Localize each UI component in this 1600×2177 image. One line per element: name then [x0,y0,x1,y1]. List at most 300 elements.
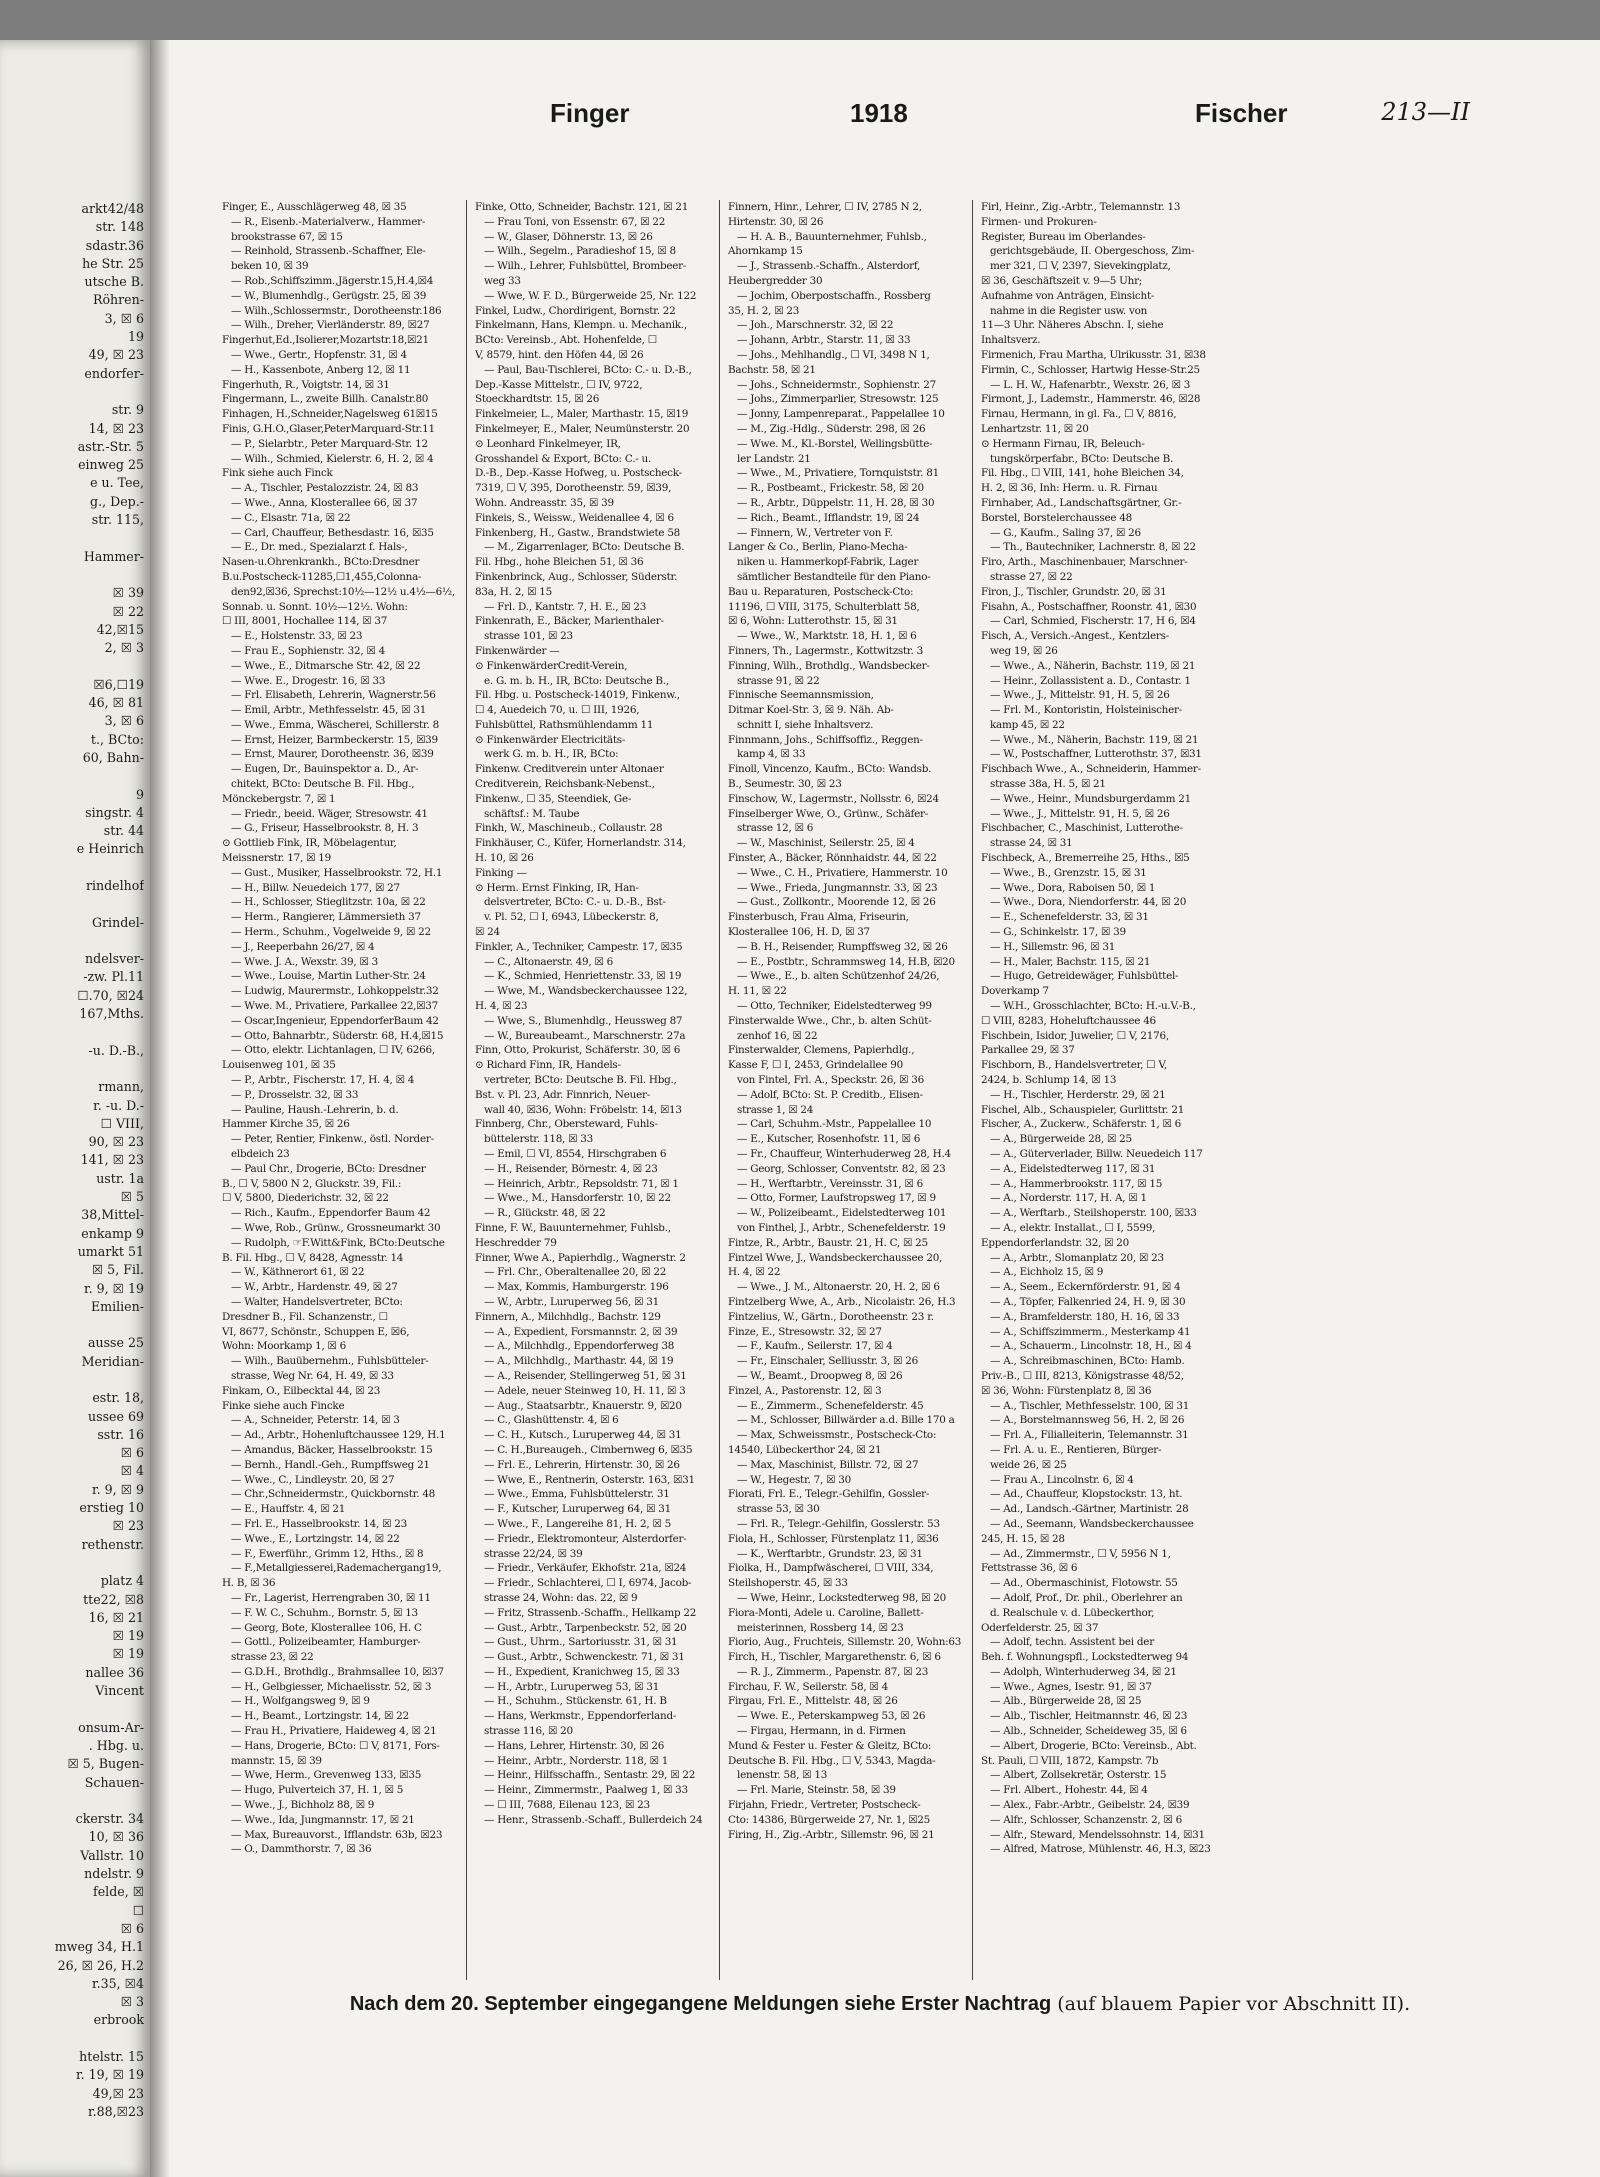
directory-entry: — Otto, elektr. Lichtanlagen, ☐ IV, 6266, [231,1044,435,1057]
directory-entry: — Rudolph, ☞F.Witt&Fink, BCto:Deutsche [231,1236,445,1249]
directory-entry: V, 8579, hint. den Höfen 44, ☒ 26 [475,348,644,361]
directory-entry: — Firgau, Hermann, in d. Firmen [737,1725,906,1738]
directory-entry: werk G. m. b. H., IR, BCto: [484,748,619,761]
directory-entry: — M., Zigarrenlager, BCto: Deutsche B. [484,541,685,554]
directory-entry: Fil. Hbg., ☐ VIII, 141, hohe Bleichen 34, [981,467,1184,480]
directory-entry: — A., Werftarb., Steilshoperstr. 100, ☒33 [990,1207,1197,1220]
previous-page-line: arkt42/48 [81,201,144,216]
directory-entry: — Wwe., B., Grenzstr. 15, ☒ 31 [990,866,1147,879]
previous-page-line: ☒ 22 [112,603,144,619]
directory-entry: — Frl. M., Kontoristin, Holsteinischer- [990,704,1182,717]
directory-entry: Fil. Hbg., hohe Bleichen 51, ☒ 36 [475,556,644,569]
directory-entry: — Wwe., J., Bichholz 88, ☒ 9 [231,1799,375,1812]
directory-entry: Fischer, A., Zuckerw., Schäferstr. 1, ☒ 6 [981,1118,1181,1131]
directory-entry: — Ernst, Heizer, Barmbeckerstr. 15, ☒39 [231,733,438,746]
directory-entry: Fintzel Wwe, J., Wandsbeckerchaussee 20, [728,1251,943,1264]
directory-entry: — Adolf, Prof., Dr. phil., Oberlehrer an [990,1591,1183,1604]
directory-entry: — A., Milchhdlg., Eppendorferweg 38 [484,1340,675,1353]
directory-entry: Inhaltsverz. [981,334,1041,347]
directory-entry: BCto: Vereinsb., Abt. Hohenfelde, ☐ [475,334,657,347]
directory-entry: — G., Schinkelstr. 17, ☒ 39 [990,926,1126,939]
directory-entry: Firmen- und Prokuren- [981,215,1097,228]
directory-entry: — Adolph, Winterhuderweg 34, ☒ 21 [990,1665,1177,1678]
directory-entry: Finners, Th., Lagermstr., Kottwitzstr. 3 [728,644,923,657]
directory-entry: — Wilh., Bauübernehm., Fuhlsbütteler- [231,1355,429,1368]
previous-page-line: rethenstr. [81,1536,144,1552]
previous-page-line: htelstr. 15 [79,2048,144,2064]
previous-page-line: singstr. 4 [85,804,144,820]
header-last-name: Fischer [1195,98,1288,128]
directory-entry: Wohn: Moorkamp 1, ☒ 6 [222,1340,347,1353]
directory-entry: Finkh, W., Maschineub., Collaustr. 28 [475,822,663,835]
directory-entry: Finkenw. Creditverein unter Altonaer [475,763,664,776]
directory-entry: Mönckebergstr. 7, ☒ 1 [222,792,336,805]
directory-entry: — Gust., Musiker, Hasselbrookstr. 72, H.1 [231,866,443,879]
directory-entry: — P., Sielarbtr., Peter Marquard-Str. 12 [231,437,428,450]
directory-entry: Bachstr. 58, ☒ 21 [728,363,816,376]
directory-entry: — Pauline, Haush.-Lehrerin, b. d. [231,1103,399,1116]
previous-page-line: 141, ☒ 23 [80,1152,144,1168]
directory-entry: — Wilh., Dreher, Vierländerstr. 89, ☒27 [231,319,430,332]
column-3 [728,200,973,1980]
directory-entry: — B. H., Reisender, Rumpffsweg 32, ☒ 26 [737,940,948,953]
previous-page-line: enkamp 9 [81,1225,144,1241]
previous-page-line: ckerstr. 34 [75,1811,144,1827]
previous-page-line: e u. Tee, [90,475,144,491]
directory-entry: Firch, H., Tischler, Margarethenstr. 6, ☒ 6 [728,1651,941,1664]
directory-entry: — Wwe, M., Wandsbeckerchaussee 122, [484,985,688,998]
directory-entry: — Henr., Strassenb.-Schaff., Bullerdeich 24 [484,1813,703,1826]
directory-entry: — Wwe., Emma, Fuhlsbüttelerstr. 31 [484,1488,670,1501]
previous-page-line [0,529,144,547]
directory-entry: — Wwe., Heinr., Mundsburgerdamm 21 [990,792,1191,805]
directory-entry: — Hans, Lehrer, Hirtenstr. 30, ☒ 26 [484,1739,665,1752]
directory-entry: — W.H., Grosschlachter, BCto: H.-u.V.-B., [990,1000,1196,1013]
directory-entry: — G., Friseur, Hasselbrookstr. 8, H. 3 [231,822,419,835]
directory-entry: Fintzelius, W., Gärtn., Dorotheenstr. 23 r. [728,1310,934,1323]
previous-page-line: Hammer- [83,548,144,564]
previous-page-line: Grindel- [91,914,144,930]
directory-entry: ler Landstr. 21 [737,452,811,465]
directory-entry: Fiola, H., Schlosser, Fürstenplatz 11, ☒36 [728,1532,939,1545]
directory-entry: — H., Sillemstr. 96, ☒ 31 [990,940,1116,953]
directory-entry: — H., Maler, Bachstr. 115, ☒ 21 [990,955,1151,968]
directory-entry: delsvertreter, BCto: C.- u. D.-B., Bst- [484,896,666,909]
directory-entry: strasse, Weg Nr. 64, H. 49, ☒ 33 [231,1369,394,1382]
directory-entry: — Frl. R., Telegr.-Gehilfin, Gosslerstr. 53 [737,1517,940,1530]
previous-page-line: str. 44 [103,823,144,839]
directory-entry: H. 11, ☒ 22 [728,985,787,998]
directory-entry: ☐ V, 5800, Diederichstr. 32, ☒ 22 [222,1192,389,1205]
previous-page-line: Schauen- [84,1774,144,1790]
directory-entry: Finkenrath, E., Bäcker, Marienthaler- [475,615,664,628]
directory-entry: — Wwe., E., b. alten Schützenhof 24/26, [737,970,940,983]
directory-entry: ☒ 24 [475,926,500,939]
directory-entry: Bau u. Reparaturen, Postscheck-Cto: [728,585,914,598]
directory-entry: — A., Borstelmannsweg 56, H. 2, ☒ 26 [990,1414,1185,1427]
directory-entry: H. 4, ☒ 22 [728,1266,781,1279]
directory-entry: Dep.-Kasse Mittelstr., ☐ IV, 9722, [475,378,643,391]
directory-entry: Finkhäuser, C., Küfer, Hornerlandstr. 314, [475,837,686,850]
running-header [210,98,1470,144]
directory-entry: — Heinr., Zimmermstr., Paalweg 1, ☒ 33 [484,1784,688,1797]
previous-page-line [0,932,144,950]
directory-entry: — W., Käthnerort 61, ☒ 22 [231,1266,365,1279]
directory-entry: Finnberg, Chr., Obersteward, Fuhls- [475,1118,658,1131]
column-2 [475,200,720,1980]
directory-entry: — Wwe., J., Mittelstr. 91, H. 5, ☒ 26 [990,807,1170,820]
directory-entry: Firon, J., Tischler, Grundstr. 20, ☒ 31 [981,585,1167,598]
directory-entry: — P., Drosselstr. 32, ☒ 33 [231,1088,359,1101]
directory-entry: — H., Werftarbtr., Vereinsstr. 31, ☒ 6 [737,1177,924,1190]
directory-entry: — W., Arbtr., Hardenstr. 49, ☒ 27 [231,1281,398,1294]
directory-entry: — H., Billw. Neuedeich 177, ☒ 27 [231,881,400,894]
directory-entry: — Albert, Drogerie, BCto: Vereinsb., Abt. [990,1739,1197,1752]
directory-entry: — W., Hegestr. 7, ☒ 30 [737,1473,851,1486]
previous-page-line: 16, ☒ 21 [88,1609,144,1625]
directory-entry: — K., Schmied, Henriettenstr. 33, ☒ 19 [484,970,682,983]
previous-page-line: 3, ☒ 6 [104,310,144,326]
previous-page-line: utsche B. [84,274,144,290]
directory-entry: brookstrasse 67, ☒ 15 [231,230,343,243]
previous-page-line: r.35, ☒4 [92,1975,144,1991]
directory-entry: Finne, F. W., Bauunternehmer, Fuhlsb., [475,1221,671,1234]
directory-entry: Fischel, Alb., Schauspieler, Gurlittstr. 21 [981,1103,1185,1116]
directory-entry: — Carl, Chauffeur, Bethesdastr. 16, ☒35 [231,526,434,539]
directory-entry: — R., Glückstr. 48, ☒ 22 [484,1207,606,1220]
directory-entry: strasse 53, ☒ 30 [737,1503,820,1516]
directory-entry: sämtlicher Bestandteile für den Piano- [737,570,931,583]
directory-entry: Parkallee 29, ☒ 37 [981,1044,1075,1057]
directory-entry: Klosterallee 106, H. D, ☒ 37 [728,926,870,939]
directory-entry: — Adolf, techn. Assistent bei der [990,1636,1154,1649]
directory-entry: — A., Expedient, Forsmannstr. 2, ☒ 39 [484,1325,678,1338]
directory-entry: Creditverein, Reichsbank-Nebenst., [475,778,655,791]
directory-entry: — A., Schreibmaschinen, BCto: Hamb. [990,1355,1185,1368]
directory-entry: — Paul, Bau-Tischlerei, BCto: C.- u. D.-B., [484,363,692,376]
directory-entry: Finnern, Hinr., Lehrer, ☐ IV, 2785 N 2, [728,201,922,213]
directory-entry: Finselberger Wwe, O., Grünw., Schäfer- [728,807,929,820]
directory-entry: ⊙ Finkenwärder Electricitäts- [475,733,626,746]
directory-entry: Finkelmeier, L., Maler, Marthastr. 15, ☒19 [475,408,689,421]
directory-entry: — Wwe., W., Marktstr. 18, H. 1, ☒ 6 [737,630,917,643]
directory-entry: — H., Gelbgiesser, Michaelisstr. 52, ☒ 3 [231,1680,432,1693]
directory-entry: Firchau, F. W., Seilerstr. 58, ☒ 4 [728,1680,888,1693]
directory-entry: — W., Polizeibeamt., Eidelstedterweg 101 [737,1207,947,1220]
directory-entry: — H., Arbtr., Luruperweg 53, ☒ 31 [484,1680,660,1693]
directory-entry: — Wwe. E., Peterskampweg 53, ☒ 26 [737,1710,926,1723]
directory-entry: — Georg, Schlosser, Conventstr. 82, ☒ 23 [737,1162,946,1175]
directory-entry: — Friedr., beeid. Wäger, Stresowstr. 41 [231,807,428,820]
directory-entry: Ditmar Koel-Str. 3, ☒ 9. Näh. Ab- [728,704,894,717]
directory-entry: nahme in die Register usw. von [990,304,1148,317]
footer-note-bold: Nach dem 20. September eingegangene Meldungen siehe Erster Nachtrag [349,1993,1052,2015]
directory-entry: — E., Postbtr., Schrammsweg 14, H.B, ☒20 [737,955,955,968]
directory-entry: — Johs., Zimmerparlier, Stresowstr. 125 [737,393,939,406]
directory-entry: — Joh., Marschnerstr. 32, ☒ 22 [737,319,894,332]
directory-entry: — P., Arbtr., Fischerstr. 17, H. 4, ☒ 4 [231,1074,415,1087]
directory-entry: — Wwe, Herm., Grevenweg 133, ☒35 [231,1769,422,1782]
previous-page-line: rmann, [98,1079,144,1095]
directory-entry: Finkenw., ☐ 35, Steendiek, Ge- [475,792,632,805]
footer-note [290,1993,1470,2016]
directory-entry: — G., Kaufm., Saling 37, ☒ 26 [990,526,1141,539]
directory-entry: — Albert, Zollsekretär, Osterstr. 15 [990,1769,1167,1782]
directory-entry: Heschredder 79 [475,1236,557,1249]
directory-entry: strasse 38a, H. 5, ☒ 21 [990,778,1106,791]
directory-entry: büttelerstr. 118, ☒ 33 [484,1133,593,1146]
directory-entry: — Paul Chr., Drogerie, BCto: Dresdner [231,1162,426,1175]
directory-entry: — A., Reisender, Stellingerweg 51, ☒ 31 [484,1369,687,1382]
directory-entry: Beh. f. Wohnungspfl., Lockstedterweg 94 [981,1651,1189,1664]
previous-page-line [0,1371,144,1389]
directory-entry: — C., Elsastr. 71a, ☒ 22 [231,511,351,524]
previous-page-line: ussee 69 [88,1408,144,1424]
directory-entry: Finkeis, S., Weissw., Weidenallee 4, ☒ 6 [475,511,674,524]
directory-entry: Finkelmann, Hans, Klempn. u. Mechanik., [475,319,687,332]
directory-entry: Finnische Seemannsmission, [728,689,874,702]
directory-entry: — K., Werftarbtr., Grundstr. 23, ☒ 31 [737,1547,923,1560]
directory-entry: Borstel, Borstelerchaussee 48 [981,511,1133,524]
directory-entry: — L. H. W., Hafenarbtr., Wexstr. 26, ☒ 3 [990,378,1191,391]
directory-entry: — Alfred, Matrose, Mühlenstr. 46, H.3, ☒23 [990,1843,1211,1856]
previous-page-line: endorfer- [84,365,144,381]
directory-entry: — O., Dammthorstr. 7, ☒ 36 [231,1843,372,1856]
directory-entry: Firnau, Hermann, in gl. Fa., ☐ V, 8816, [981,408,1177,421]
previous-page-line [0,859,144,877]
previous-page-line [0,767,144,785]
directory-entry: — Alb., Schneider, Scheideweg 35, ☒ 6 [990,1725,1187,1738]
directory-entry: Bst. v. Pl. 23, Adr. Finnrich, Neuer- [475,1088,650,1101]
directory-entry: wall 40, ☒36, Wohn: Fröbelstr. 14, ☒13 [484,1103,682,1116]
directory-entry: — Alfr., Steward, Mendelssohnstr. 14, ☒31 [990,1828,1205,1841]
directory-entry: — Ad., Obermaschinist, Flotowstr. 55 [990,1577,1178,1590]
directory-entry: — H., Expedient, Kranichweg 15, ☒ 33 [484,1665,680,1678]
directory-entry: — Carl, Schmied, Fischerstr. 17, H 6, ☒4 [990,615,1196,628]
previous-page-line: r. -u. D.- [93,1097,144,1113]
directory-entry: — Wwe, Heinr., Lockstedterweg 98, ☒ 20 [737,1591,947,1604]
previous-page-line [0,566,144,584]
directory-entry: — H. A. B., Bauunternehmer, Fuhlsb., [737,230,927,243]
directory-entry: Fuhlsbüttel, Rathsmühlendamm 11 [475,718,654,731]
previous-page-text [0,200,144,2121]
previous-page-line: 49,☒ 23 [92,2085,144,2101]
directory-entry: — Johs., Mehlhandlg., ☐ VI, 3498 N 1, [737,348,930,361]
directory-entry: ⊙ Gottlieb Fink, IR, Möbelagentur, [222,837,397,850]
directory-entry: — J., Reeperbahn 26/27, ☒ 4 [231,940,375,953]
directory-entry: — Otto, Former, Laufstropsweg 17, ☒ 9 [737,1192,936,1205]
directory-entry: — Frau A., Lincolnstr. 6, ☒ 4 [990,1473,1134,1486]
previous-page-line [0,1792,144,1810]
directory-entry: — H., Beamt., Lortzingstr. 14, ☒ 22 [231,1710,409,1723]
directory-entry: — Wwe., M., Näherin, Bachstr. 119, ☒ 21 [990,733,1199,746]
directory-entry: B., Seumestr. 30, ☒ 23 [728,778,842,791]
previous-page-line: umarkt 51 [77,1243,144,1259]
directory-entry: — Max, Maschinist, Billstr. 72, ☒ 27 [737,1458,919,1471]
directory-entry: Finnmann, Johs., Schiffsoffiz., Reggen- [728,733,923,746]
directory-entry: VI, 8677, Schönstr., Schuppen E, ☒6, [222,1325,410,1338]
directory-entry: strasse 1, ☒ 24 [737,1103,814,1116]
directory-entry: — Ad., Zimmermstr., ☐ V, 5956 N 1, [990,1547,1171,1560]
directory-entry: — Frl. Albert., Hohestr. 44, ☒ 4 [990,1784,1148,1797]
directory-entry: — Ad., Chauffeur, Klopstockstr. 13, ht. [990,1488,1183,1501]
directory-entry: — Wwe, W. F. D., Bürgerweide 25, Nr. 122 [484,289,697,302]
previous-page-line: ndelsver- [85,951,144,967]
directory-entry: — A., Milchhdlg., Marthastr. 44, ☒ 19 [484,1355,674,1368]
previous-page-line: onsum-Ar- [78,1719,144,1735]
directory-entry: — A., Eichholz 15, ☒ 9 [990,1266,1104,1279]
directory-entry: — Ad., Seemann, Wandsbeckerchaussee [990,1517,1194,1530]
directory-entry: — C., Glashüttenstr. 4, ☒ 6 [484,1414,619,1427]
directory-entry: Lenhartzstr. 11, ☒ 20 [981,422,1089,435]
directory-entry: — Wwe, S., Blumenhdlg., Heussweg 87 [484,1014,683,1027]
directory-entry: gerichtsgebäude, II. Obergeschoss, Zim- [990,245,1195,258]
directory-entry: — Gust., Zollkontr., Moorende 12, ☒ 26 [737,896,936,909]
directory-entry: Fischbeck, A., Bremerreihe 25, Hths., ☒5 [981,852,1190,865]
previous-page-line: 42,☒15 [96,621,144,637]
directory-entry: Steilshoperstr. 45, ☒ 33 [728,1577,848,1590]
directory-entry: — Wwe., C. H., Privatiere, Hammerstr. 10 [737,866,948,879]
directory-entry: — M., Zig.-Hdlg., Süderstr. 298, ☒ 26 [737,422,926,435]
directory-entry: Firnhaber, Ad., Landschaftsgärtner, Gr.- [981,496,1182,509]
directory-entry: Louisenweg 101, ☒ 35 [222,1059,336,1072]
directory-entry: ☐ 4, Auedeich 70, u. ☐ III, 1926, [475,704,640,717]
directory-entry: — Heinr., Arbtr., Norderstr. 118, ☒ 1 [484,1754,669,1767]
directory-entry: 2424, b. Schlump 14, ☒ 13 [981,1074,1117,1087]
directory-entry: strasse 101, ☒ 23 [484,630,573,643]
previous-page-line: 38,Mittel- [81,1207,144,1223]
directory-entry: — E., Hauffstr. 4, ☒ 21 [231,1503,346,1516]
directory-entry: — Hans, Drogerie, BCto: ☐ V, 8171, Fors- [231,1739,440,1752]
previous-page-line: . Hbg. u. [88,1737,144,1753]
directory-entry: Firmont, J., Lademstr., Hammerstr. 46, ☒28 [981,393,1201,406]
directory-entry: Heubergredder 30 [728,274,823,287]
directory-entry: Langer & Co., Berlin, Piano-Mecha- [728,541,908,554]
directory-entry: Finner, Wwe A., Papierhdlg., Wagnerstr. 2 [475,1251,686,1264]
previous-page-line [0,383,144,401]
previous-page-line: r. 19, ☒ 19 [76,2067,144,2083]
previous-page-line: he Str. 25 [82,255,144,271]
previous-page-line [0,1700,144,1718]
previous-page-line: 19 [127,329,144,345]
previous-page-line: ☒ 4 [120,1463,144,1479]
directory-entry: den92,☒36, Sprechst:10½—12½ u.4½—6½, [231,585,455,598]
directory-entry: ☐ III, 8001, Hochallee 114, ☒ 37 [222,615,388,628]
directory-entry: Fettstrasse 36, ☒ 6 [981,1562,1078,1575]
directory-entry: — Frl. Elisabeth, Lehrerin, Wagnerstr.56 [231,689,436,702]
directory-entry: Firl, Heinr., Zig.-Arbtr., Telemannstr. 13 [981,201,1181,213]
directory-entry: Firing, H., Zig.-Arbtr., Sillemstr. 96, ☒ 21 [728,1828,935,1841]
directory-entry: — Johs., Schneidermstr., Sophienstr. 27 [737,378,936,391]
directory-entry: — Wwe, Rob., Grünw., Grossneumarkt 30 [231,1221,441,1234]
directory-entry: — A., Bürgerweide 28, ☒ 25 [990,1133,1132,1146]
directory-entry: — H., Tischler, Herderstr. 29, ☒ 21 [990,1088,1166,1101]
directory-entry: — Frl. Chr., Oberaltenallee 20, ☒ 22 [484,1266,667,1279]
previous-page-line: einweg 25 [78,457,144,473]
directory-entry: H. 10, ☒ 26 [475,852,534,865]
directory-entry: — E., Kutscher, Rosenhofstr. 11, ☒ 6 [737,1133,921,1146]
directory-entry: — Wwe., M., Hansdorferstr. 10, ☒ 22 [484,1192,671,1205]
directory-entry: — ☐ III, 7688, Eilenau 123, ☒ 23 [484,1799,650,1812]
previous-page-line: t., BCto: [90,731,144,747]
directory-entry: Finsterwalde Wwe., Chr., b. alten Schüt- [728,1014,932,1027]
directory-entry: — Heinr., Hilfsschaffn., Sentastr. 29, ☒ 22 [484,1769,696,1782]
directory-entry: Mund & Fester u. Fester & Gleitz, BCto: [728,1739,932,1752]
previous-page-line: sstr. 16 [97,1426,144,1442]
directory-entry: Stoeckhardtstr. 15, ☒ 26 [475,393,600,406]
directory-entry: ⊙ FinkenwärderCredit-Verein, [475,659,628,672]
directory-entry: Meissnerstr. 17, ☒ 19 [222,852,331,865]
directory-entry: — F., Ewerführ., Grimm 12, Hths., ☒ 8 [231,1547,424,1560]
previous-page-line: ☐ VIII, [100,1115,144,1131]
previous-page-line: felde, ☒ [93,1884,144,1900]
previous-page-line: sdastr.36 [85,237,144,253]
directory-entry: Fischborn, B., Handelsvertreter, ☐ V, [981,1059,1167,1072]
directory-entry: H. 2, ☒ 36, Inh: Herm. u. R. Firnau [981,482,1158,495]
directory-entry: — A., Seem., Eckernförderstr. 91, ☒ 4 [990,1281,1181,1294]
directory-entry: B. Fil. Hbg., ☐ V, 8428, Agnesstr. 14 [222,1251,404,1264]
previous-page-line: -u. D.-B., [88,1042,144,1058]
directory-entry: Finkler, A., Techniker, Campestr. 17, ☒35 [475,940,683,953]
directory-entry: — A., Eidelstedterweg 117, ☒ 31 [990,1162,1156,1175]
directory-entry: Fiolka, H., Dampfwäscherei, ☐ VIII, 334, [728,1562,934,1575]
previous-page-line: Emilien- [90,1298,144,1314]
previous-page-line [0,1060,144,1078]
directory-entry: — Oscar,Ingenieur, EppendorferBaum 42 [231,1014,439,1027]
directory-entry: Grosshandel & Export, BCto: C.- u. [475,452,652,465]
directory-entry: Finster, A., Bäcker, Rönnhaidstr. 44, ☒ 22 [728,852,937,865]
directory-entry: — A., Schauerm., Lincolnstr. 18, H., ☒ 4 [990,1340,1192,1353]
directory-entry: Finis, G.H.O.,Glaser,PeterMarquard-Str.11 [222,422,435,435]
directory-entry: weg 19, ☒ 26 [990,644,1058,657]
directory-entry: Nasen-u.Ohrenkrankh., BCto:Dresdner [222,556,420,569]
directory-entry: — A., Hammerbrookstr. 117, ☒ 15 [990,1177,1163,1190]
directory-entry: schäftsf.: M. Taube [484,807,580,820]
directory-entry: — C., Altonaerstr. 49, ☒ 6 [484,955,613,968]
directory-entry: B.u.Postscheck-11285,☐1,455,Colonna- [222,570,422,583]
directory-entry: Firjahn, Friedr., Vertreter, Postscheck- [728,1799,921,1812]
directory-entry: — A., elektr. Installat., ☐ I, 5599, [990,1221,1156,1234]
directory-entry: — Jochim, Oberpostschaffn., Rossberg [737,289,931,302]
directory-entry: Register, Bureau im Oberlandes- [981,230,1146,243]
directory-entry: — Emil, Arbtr., Methfesselstr. 45, ☒ 31 [231,704,427,717]
previous-page-line: ☒6,☐19 [93,676,144,692]
previous-page-line: g., Dep.- [90,493,144,509]
directory-entry: — Alex., Fabr.-Arbtr., Geibelstr. 24, ☒39 [990,1799,1190,1812]
previous-page-line: nallee 36 [85,1664,144,1680]
directory-entry: — E., Holstenstr. 33, ☒ 23 [231,630,363,643]
directory-entry: Fintze, R., Arbtr., Baustr. 21, H. C, ☒ 25 [728,1236,928,1249]
directory-entry: — H., Schlosser, Stieglitzstr. 10a, ☒ 22 [231,896,426,909]
directory-entry: B., ☐ V, 5800 N 2, Gluckstr. 39, Fil.: [222,1177,402,1190]
directory-entry: niken u. Hammerkopf-Fabrik, Lager [737,556,919,569]
directory-entry: — F. W. C., Schuhm., Bornstr. 5, ☒ 13 [231,1606,418,1619]
directory-entry: 35, H. 2, ☒ 23 [728,304,800,317]
directory-entry: — Hugo, Pulverteich 37, H. 1, ☒ 5 [231,1784,404,1797]
directory-entry: — F., Kaufm., Seilerstr. 17, ☒ 4 [737,1340,893,1353]
previous-page-line: ndelstr. 9 [84,1866,144,1882]
directory-entry: kamp 4, ☒ 33 [737,748,806,761]
directory-entry: Ahornkamp 15 [728,245,803,258]
directory-entry: weide 26, ☒ 25 [990,1458,1067,1471]
directory-entry: — Gottl., Polizeibeamter, Hamburger- [231,1636,421,1649]
directory-entry: — E., Schenefelderstr. 33, ☒ 31 [990,911,1149,924]
directory-entry: — R., Arbtr., Düppelstr. 11, H. 28, ☒ 30 [737,496,935,509]
previous-page-line: ☒ 39 [112,585,144,601]
directory-entry: — Adolf, BCto: St. P. Creditb., Elisen- [737,1088,923,1101]
directory-entry: — Friedr., Verkäufer, Ekhofstr. 21a, ☒24 [484,1562,687,1575]
directory-entry: Finkam, O., Eilbecktal 44, ☒ 23 [222,1384,381,1397]
